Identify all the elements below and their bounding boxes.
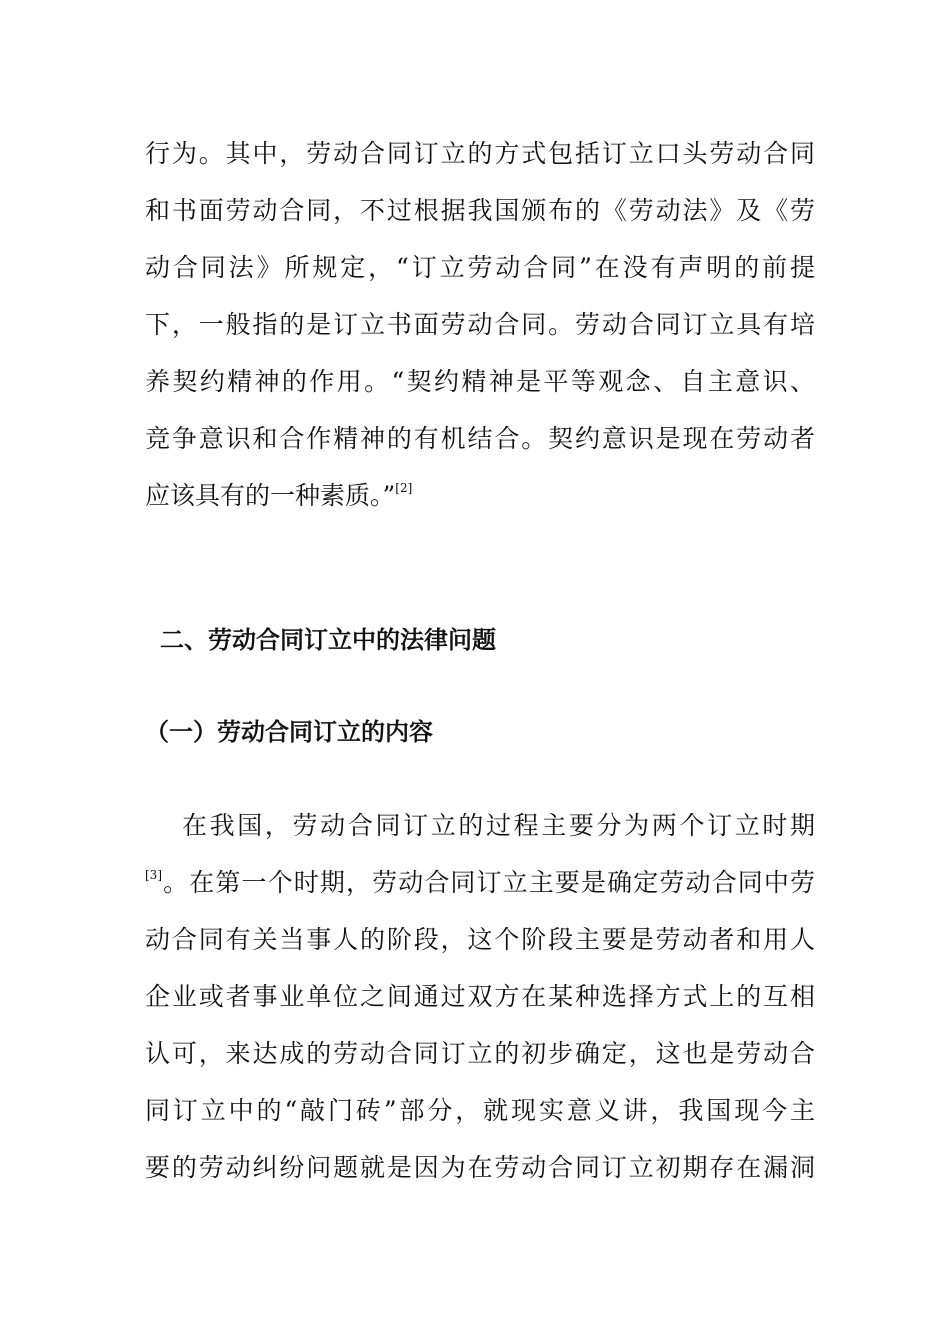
paragraph-text: 。在第一个时期，劳动合同订立主要是确定劳动合同中劳	[162, 868, 815, 897]
paragraph-line: 动合同法》所规定，“订立劳动合同”在没有声明的前提	[145, 253, 815, 282]
paragraph-line: 企业或者事业单位之间通过双方在某种选择方式上的互相	[145, 982, 815, 1011]
paragraph-line: 竞争意识和合作精神的有机结合。契约意识是现在劳动者	[145, 424, 815, 453]
citation-ref: [2]	[395, 481, 413, 495]
paragraph-line: 和书面劳动合同，不过根据我国颁布的《劳动法》及《劳	[145, 196, 815, 225]
paragraph-text: 应该具有的一种素质。”	[145, 481, 396, 510]
paragraph-line: 下，一般指的是订立书面劳动合同。劳动合同订立具有培	[145, 310, 815, 339]
paragraph-line	[145, 867, 815, 899]
paragraph-line: 行为。其中，劳动合同订立的方式包括订立口头劳动合同	[145, 139, 815, 168]
paragraph-line: 动合同有关当事人的阶段，这个阶段主要是劳动者和用人	[145, 925, 815, 954]
paragraph-line: 同订立中的“敲门砖”部分，就现实意义讲，我国现今主	[145, 1096, 815, 1125]
paragraph-line: 养契约精神的作用。“契约精神是平等观念、自主意识、	[145, 367, 815, 396]
paragraph-line-last	[145, 480, 815, 512]
subsection-heading: （一）劳动合同订立的内容	[145, 718, 433, 746]
paragraph-line: 在我国，劳动合同订立的过程主要分为两个订立时期	[182, 811, 815, 840]
section-heading: 二、劳动合同订立中的法律问题	[160, 626, 496, 654]
paragraph-line: 认可，来达成的劳动合同订立的初步确定，这也是劳动合	[145, 1039, 815, 1068]
paragraph-line: 要的劳动纠纷问题就是因为在劳动合同订立初期存在漏洞	[145, 1153, 815, 1182]
citation-ref: [3]	[145, 868, 162, 882]
